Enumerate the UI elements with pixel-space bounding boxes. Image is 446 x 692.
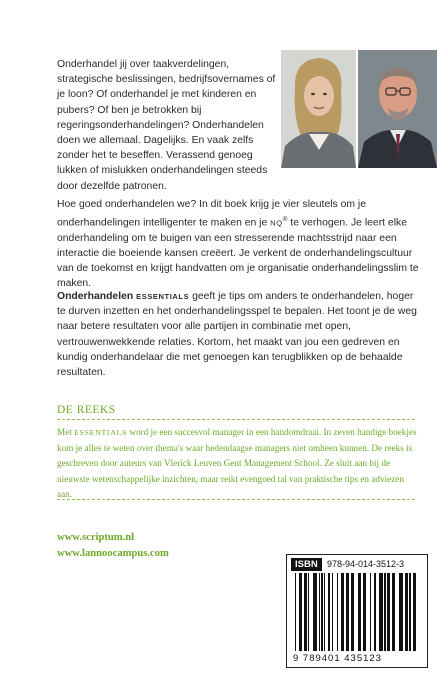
description-text-end: te verhogen. Je leert elke onderhandeling om te buigen van een stresserende machtsstrijd naar een interactie die boeiende kansen creëert. Je verkent de onderhandelingscultuur van de toekomst en krijgt handvatten om je organisatie onderhandelingsslim te maken. xyxy=(57,217,419,290)
barcode-bar xyxy=(328,573,331,651)
barcode-bar xyxy=(341,573,344,651)
series-description xyxy=(57,425,417,503)
author-photo-man xyxy=(358,50,437,168)
barcode-bar xyxy=(321,573,322,651)
publisher-link-scriptum[interactable]: www.scriptum.nl xyxy=(57,532,135,543)
woman-portrait-image xyxy=(281,50,356,168)
barcode-bar xyxy=(370,573,371,651)
barcode-bar xyxy=(374,573,377,651)
series-name: ESSENTIALS xyxy=(74,428,128,437)
barcode-bar xyxy=(351,573,354,651)
barcode-bar xyxy=(324,573,325,651)
series-text: word je een succesvol manager in een handomdraai. In zeven handige boekjes kom je alles te weten over thema's waar hedendaagse managers niet omheen kunnen. De reeks is geschreven door auteurs van Vlerick Leuven Gent Management School. Ze sluit aan bij de nieuwste wetenschappelijke inzichten, maar reikt evengoed tal van praktische tips en adviezen aan. xyxy=(57,427,417,500)
registered-mark: ® xyxy=(282,216,288,224)
barcode-bar xyxy=(392,573,395,651)
barcode-bar xyxy=(304,573,307,651)
publisher-link-lannoocampus[interactable]: www.lannoocampus.com xyxy=(57,548,169,559)
barcode-graphic xyxy=(295,573,419,651)
book-title-inline: Onderhandelen xyxy=(57,291,134,302)
barcode-bar xyxy=(308,573,309,651)
divider-top xyxy=(57,419,415,420)
barcode-bar xyxy=(313,573,317,651)
isbn-label: ISBN xyxy=(291,558,322,571)
barcode-bar xyxy=(409,573,410,651)
barcode-bar xyxy=(346,573,349,651)
barcode-bar xyxy=(399,573,403,651)
series-name-inline: ESSENTIALS xyxy=(136,292,190,301)
series-lead: Met xyxy=(57,427,75,437)
divider-bottom xyxy=(57,499,415,500)
isbn-number: 978-94-014-3512-3 xyxy=(327,559,405,569)
barcode-bar xyxy=(384,573,385,651)
barcode-bar xyxy=(405,573,408,651)
summary-text: geeft je tips om anders te onderhandelen, hoger te durven inzetten en het onderhandelingsspel te bepalen. Het toont je de weg naar betere resultaten voor alle partijen in combinatie met open, vertrouwenwekkende relaties. Kortom, het maakt van jou een gedreven en kundig onderhandelaar die met genoegen kan terugblikken op de behaalde resultaten. xyxy=(57,291,417,379)
barcode-bar xyxy=(413,573,416,651)
barcode-bar xyxy=(379,573,383,651)
series-heading: DE REEKS xyxy=(57,404,116,416)
barcode-bar xyxy=(363,573,366,651)
barcode-bar xyxy=(299,573,302,651)
barcode-bar xyxy=(387,573,390,651)
barcode-bar xyxy=(295,573,296,651)
summary-paragraph xyxy=(57,289,419,380)
barcode-digits: 9 789401 435123 xyxy=(293,653,382,664)
man-portrait-image xyxy=(358,50,437,168)
isbn-barcode-box xyxy=(286,554,428,668)
description-paragraph xyxy=(57,197,419,292)
barcode-bar xyxy=(358,573,361,651)
intro-paragraph: Onderhandel jij over taakverdelingen, strategische beslissingen, bedrijfsovernames of je loon? Of onderhandel je met kinderen en pubers? Of ben je betrokken bij regeringsonderhandelingen? Onderhandelen doen we allemaal. Dagelijks. En vaak zelfs zonder het te beseffen. Verassend genoeg lukken of mislukken onderhandelingen steeds door dezelfde patronen. xyxy=(57,59,276,192)
author-photo-woman xyxy=(281,50,356,168)
barcode-bar xyxy=(332,573,333,651)
description-text-start: Hoe goed onderhandelen we? In dit boek krijg je vier sleutels om je onderhandelingen intelligenter te maken en je xyxy=(57,199,367,229)
barcode-bar xyxy=(337,573,338,651)
nq-term: NQ xyxy=(270,218,283,228)
barcode-bar xyxy=(319,573,320,651)
